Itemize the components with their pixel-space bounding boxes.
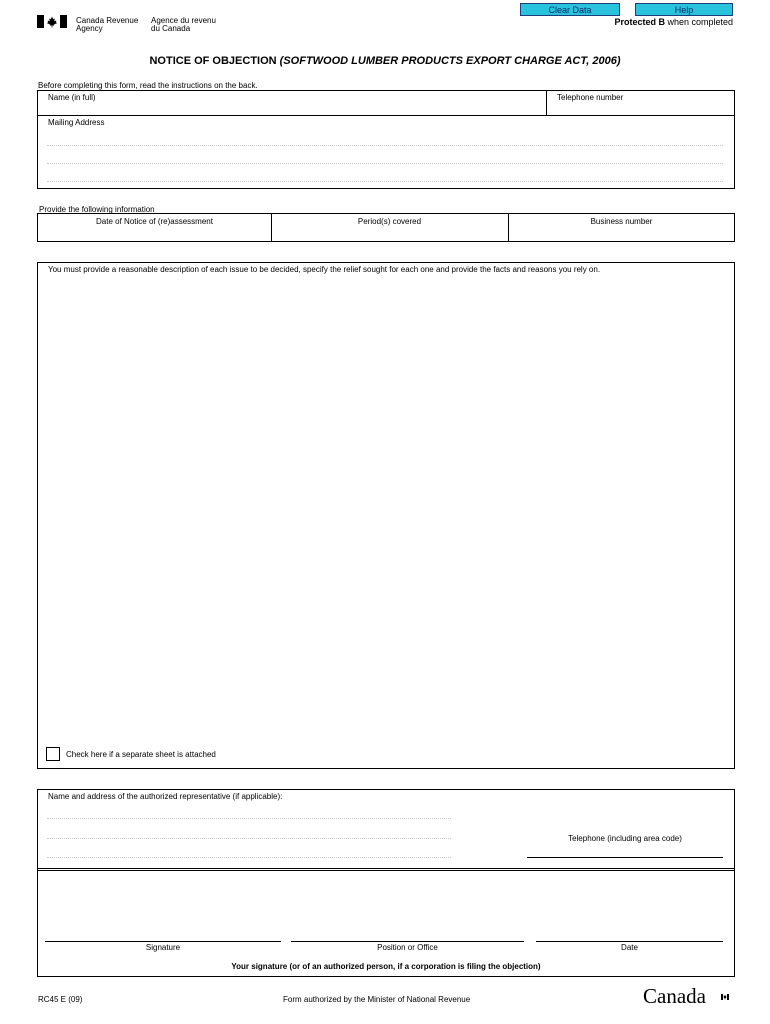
agency-fr-line2: du Canada: [151, 24, 191, 33]
address-line-1[interactable]: [47, 145, 723, 146]
signature-note: Your signature (or of an authorized person, if a corporation is filing the objection): [231, 962, 541, 971]
mailing-address-label: Mailing Address: [48, 118, 105, 127]
representative-line-2[interactable]: [47, 838, 451, 839]
periods-covered-field[interactable]: [278, 228, 500, 238]
agency-fr-line1: Agence du revenu: [151, 16, 216, 25]
representative-line-1[interactable]: [47, 818, 451, 819]
agency-name-english: [76, 17, 138, 33]
protected-b-label: Protected B: [614, 17, 665, 27]
address-line-3[interactable]: [47, 181, 723, 182]
form-title-main: NOTICE OF OBJECTION: [149, 55, 280, 67]
date-of-notice-field[interactable]: [45, 228, 265, 238]
business-number-field[interactable]: [515, 228, 727, 238]
telephone-field[interactable]: [557, 103, 727, 113]
signature-line[interactable]: [45, 941, 281, 942]
protected-b-notice: [614, 17, 733, 27]
form-title: [0, 55, 770, 67]
identity-divider: [546, 91, 547, 116]
date-label: Date: [621, 943, 638, 952]
provide-info-note: Provide the following information: [39, 205, 155, 214]
name-label: Name (in full): [48, 93, 96, 102]
agency-name-french: [151, 17, 216, 33]
telephone-label: Telephone number: [557, 93, 624, 102]
description-instructions: You must provide a reasonable description of each issue to be decided, specify the relief sought for each one and provide the facts and reasons you rely on.: [48, 265, 601, 274]
business-number-label: Business number: [590, 217, 653, 226]
date-line[interactable]: [536, 941, 723, 942]
agency-en-line2: Agency: [76, 24, 103, 33]
protected-b-suffix: when completed: [664, 17, 733, 27]
address-line-2[interactable]: [47, 163, 723, 164]
representative-label: Name and address of the authorized representative (if applicable):: [48, 792, 283, 801]
position-line[interactable]: [291, 941, 524, 942]
wordmark-flag-icon: [721, 987, 729, 993]
instructions-note: Before completing this form, read the instructions on the back.: [38, 81, 258, 90]
canada-flag-icon: [37, 15, 67, 28]
clear-data-button[interactable]: Clear Data: [520, 3, 620, 16]
name-field[interactable]: [48, 103, 538, 113]
canada-wordmark: [643, 985, 706, 1007]
form-code: RC45 E (09): [38, 995, 83, 1004]
separate-sheet-label: Check here if a separate sheet is attached: [66, 750, 216, 759]
representative-telephone-label: Telephone (including area code): [568, 834, 682, 843]
representative-line-3[interactable]: [47, 857, 451, 858]
identity-row-line: [38, 115, 734, 116]
canada-wordmark-text: Canada: [643, 984, 706, 1008]
representative-row-line-double: [38, 870, 734, 871]
representative-row-line: [38, 868, 734, 869]
form-title-act: (SOFTWOOD LUMBER PRODUCTS EXPORT CHARGE ACT, 2006): [279, 55, 621, 67]
signature-label: Signature: [145, 943, 181, 952]
position-label: Position or Office: [377, 943, 438, 952]
separate-sheet-checkbox[interactable]: [46, 747, 60, 761]
description-box[interactable]: [37, 262, 735, 769]
date-of-notice-label: Date of Notice of (re)assessment: [96, 217, 213, 226]
periods-covered-label: Period(s) covered: [357, 217, 422, 226]
help-button[interactable]: Help: [635, 3, 733, 16]
form-authorization: Form authorized by the Minister of National Revenue: [283, 995, 471, 1004]
representative-telephone-line[interactable]: [527, 857, 723, 858]
agency-en-line1: Canada Revenue: [76, 16, 139, 25]
